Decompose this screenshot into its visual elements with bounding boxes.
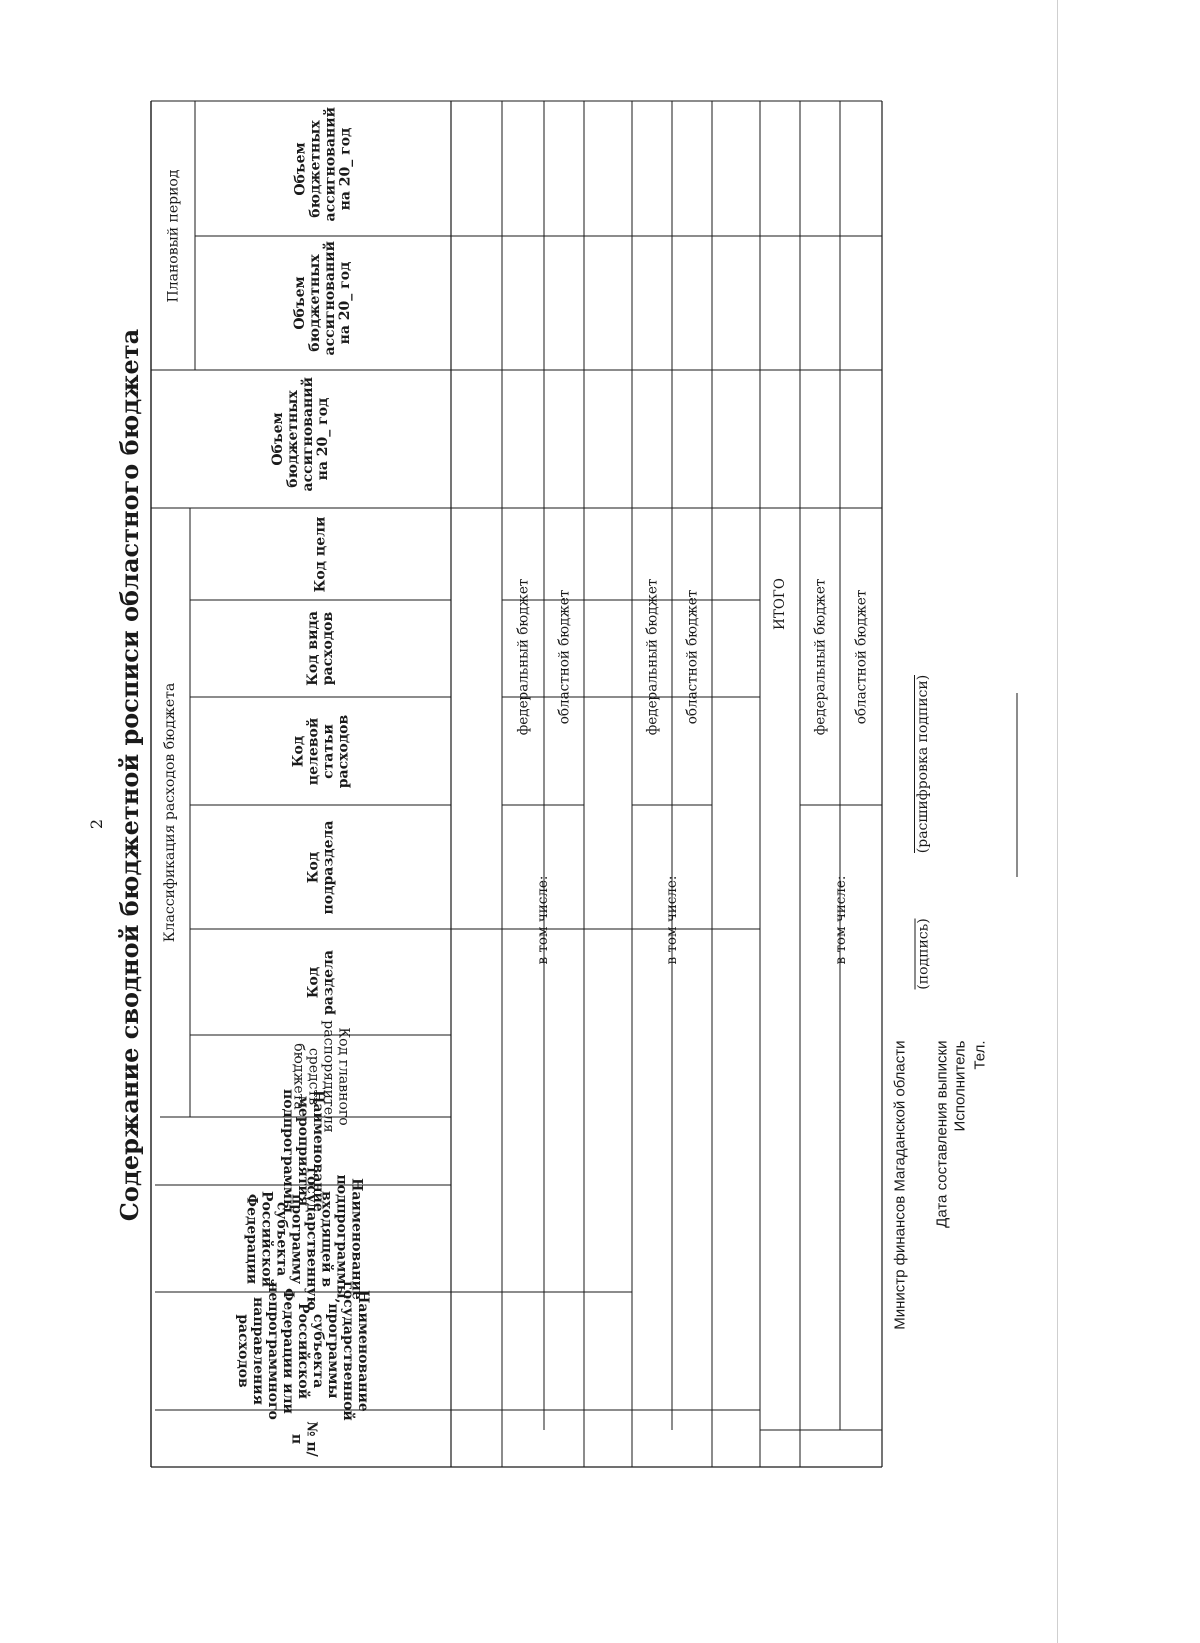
- date-of-extract-label: [932, 1040, 952, 1467]
- oblast-budget-label-2: [672, 508, 712, 805]
- federal-budget-label-3: [800, 508, 840, 805]
- header-num-text: № п/п: [288, 1420, 319, 1457]
- minister-label-text: Министр финансов Магаданской области: [891, 1040, 908, 1330]
- header-kod-razdela-text: Код раздела: [304, 949, 336, 1015]
- federal-budget-label-1: [502, 508, 544, 805]
- document-title-text: Содержание сводной бюджетной росписи областного бюджета: [114, 328, 144, 1222]
- signature-decode-caption-text: (расшифровка подписи): [914, 674, 931, 854]
- in-that-number-label-3-text: в том числе:: [832, 875, 849, 965]
- header-kod-vida-text: Код вида расходов: [304, 611, 336, 686]
- header-kod-grbs: [190, 1019, 451, 1133]
- header-classification: [151, 508, 190, 1117]
- federal-budget-label-2-text: федеральный бюджет: [643, 578, 660, 735]
- federal-budget-label-1-text: федеральный бюджет: [514, 578, 531, 735]
- page-number: 2: [86, 818, 106, 830]
- header-kod-csr-text: Код целевой статьи расходов: [289, 714, 351, 788]
- document-title: [108, 328, 150, 1222]
- phone-label: [970, 1040, 990, 1467]
- signature-caption-text: (подпись): [914, 917, 931, 990]
- oblast-budget-label-3: [840, 508, 882, 805]
- header-classification-text: Классификация расходов бюджета: [162, 682, 178, 943]
- phone-label-text: Тел.: [971, 1040, 988, 1070]
- executor-label-text: Исполнитель: [951, 1040, 968, 1131]
- header-kod-celi-text: Код цели: [312, 516, 328, 592]
- header-planning-period-text: Плановый период: [164, 169, 181, 302]
- header-kod-grbs-text: Код главного распорядителя средств бюджета: [290, 1019, 352, 1133]
- oblast-budget-label-3-text: областной бюджет: [852, 589, 869, 724]
- federal-budget-label-2: [632, 508, 672, 805]
- federal-budget-label-3-text: федеральный бюджет: [811, 578, 828, 735]
- executor-label: [950, 1040, 970, 1467]
- header-volume-plan1: [195, 236, 451, 370]
- itogo-label-text: ИТОГО: [771, 578, 788, 630]
- header-program-text: Наименование государственной программы субъекта Российской Федерации или непрограммного направления расходов: [235, 1281, 372, 1421]
- minister-label: [888, 1040, 912, 1467]
- header-planning-period: [151, 101, 195, 370]
- oblast-budget-label-2-text: областной бюджет: [683, 589, 700, 724]
- in-that-number-label-1: [502, 805, 584, 1035]
- header-volume-current: [151, 370, 451, 508]
- header-event-text: Наименование мероприятия подпрограммы: [280, 1088, 327, 1214]
- header-kod-csr: [190, 697, 451, 805]
- signature-caption: [910, 907, 934, 1000]
- itogo-label: [760, 508, 800, 700]
- header-volume-plan1-text: Объем бюджетных ассигнований на 20_ год: [292, 241, 353, 356]
- oblast-budget-label-1: [544, 508, 584, 805]
- date-of-extract-label-text: Дата составления выписки: [933, 1040, 950, 1228]
- header-kod-razdela: [190, 929, 451, 1035]
- in-that-number-label-1-text: в том числе:: [534, 875, 551, 965]
- in-that-number-label-3: [800, 805, 882, 1035]
- header-volume-current-text: Объем бюджетных ассигнований на 20_ год: [270, 377, 331, 492]
- header-volume-plan2: [195, 101, 451, 236]
- header-kod-celi: [190, 508, 451, 600]
- signature-decode-caption: [910, 640, 934, 888]
- header-kod-vida: [190, 600, 451, 697]
- oblast-budget-label-1-text: областной бюджет: [555, 589, 572, 724]
- header-kod-podrazdela: [190, 805, 451, 929]
- in-that-number-label-2: [632, 805, 712, 1035]
- header-subprogram-text: Наименование подпрограммы, входящей в государственную программу субъекта Российской Федерации: [243, 1166, 364, 1311]
- in-that-number-label-2-text: в том числе:: [663, 875, 680, 965]
- header-kod-podrazdela-text: Код подраздела: [304, 820, 336, 914]
- header-volume-plan2-text: Объем бюджетных ассигнований на 20_ год: [292, 106, 353, 221]
